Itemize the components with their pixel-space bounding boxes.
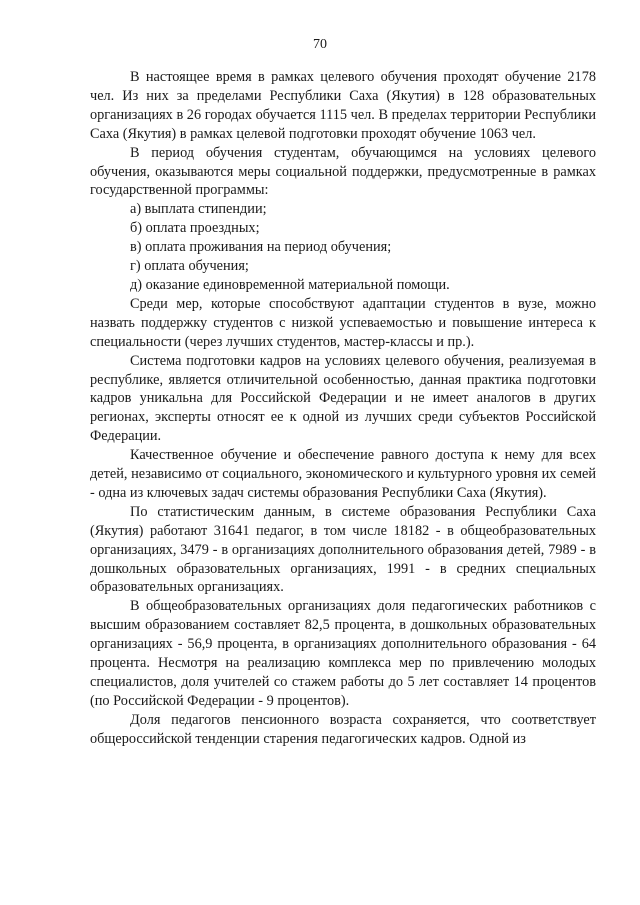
list-item-tuition: г) оплата обучения; [130, 258, 249, 275]
paragraph-target-training-count: В настоящее время в рамках целевого обучения проходят обучение 2178 чел. Из них за пределами Республики Саха (Якутия) в 128 образовательных организациях в 26 городах обучается 1115 чел. В пределах территории Республики Саха (Якутия) в рамках целевой подготовки проходят обучение 1063 чел. [90, 69, 596, 142]
list-item-stipend: а) выплата стипендии; [130, 201, 267, 218]
list-item-travel: б) оплата проездных; [130, 220, 260, 237]
paragraph-pension-age-share: Доля педагогов пенсионного возраста сохраняется, что соответствует общероссийской тенденции старения педагогических кадров. Одной из [90, 711, 596, 747]
page-number: 70 [313, 37, 327, 52]
paragraph-equal-access: Качественное обучение и обеспечение равного доступа к нему для всех детей, независимо от социального, экономического и культурного уровня их семей - одна из ключевых задач системы образования Республики Саха (Якутия). [90, 447, 596, 501]
paragraph-teacher-statistics: По статистическим данным, в системе образования Республики Саха (Якутия) работают 31641 педагог, в том числе 18182 - в общеобразовательных организациях, 3479 - в организациях дополнительного образования детей, 7989 - в дошкольных образовательных организациях, 1991 - в средних специальных образовательных организациях. [90, 503, 596, 596]
paragraph-adaptation-measures: Среди мер, которые способствуют адаптации студентов в вузе, можно назвать поддержку студентов с низкой успеваемостью и повышение интереса к специальности (через лучших студентов, мастер-классы и пр.). [90, 295, 596, 350]
list-item-one-time-aid: д) оказание единовременной материальной помощи. [130, 276, 450, 293]
document-body [90, 68, 596, 749]
paragraph-social-support-intro: В период обучения студентам, обучающимся на условиях целевого обучения, оказываются меры социальной поддержки, предусмотренные в рамках государственной программы: [90, 144, 596, 199]
list-item-housing: в) оплата проживания на период обучения; [130, 239, 392, 256]
paragraph-higher-education-share: В общеобразовательных организациях доля педагогических работников с высшим образованием составляет 82,5 процента, в дошкольных образовательных организациях - 56,9 процента, в организациях дополнительного образования - 64 процента. Несмотря на реализацию комплекса мер по привлечению молодых специалистов, доля учителей со стажем работы до 5 лет составляет 14 процентов (по Российской Федерации - 9 процентов). [90, 598, 596, 709]
paragraph-training-system: Система подготовки кадров на условиях целевого обучения, реализуемая в республике, является отличительной особенностью, данная практика подготовки кадров уникальна для Российской Федерации и не имеет аналогов в других регионах, эксперты относят ее к одной из лучших среди субъектов Российской Федерации. [90, 352, 596, 445]
